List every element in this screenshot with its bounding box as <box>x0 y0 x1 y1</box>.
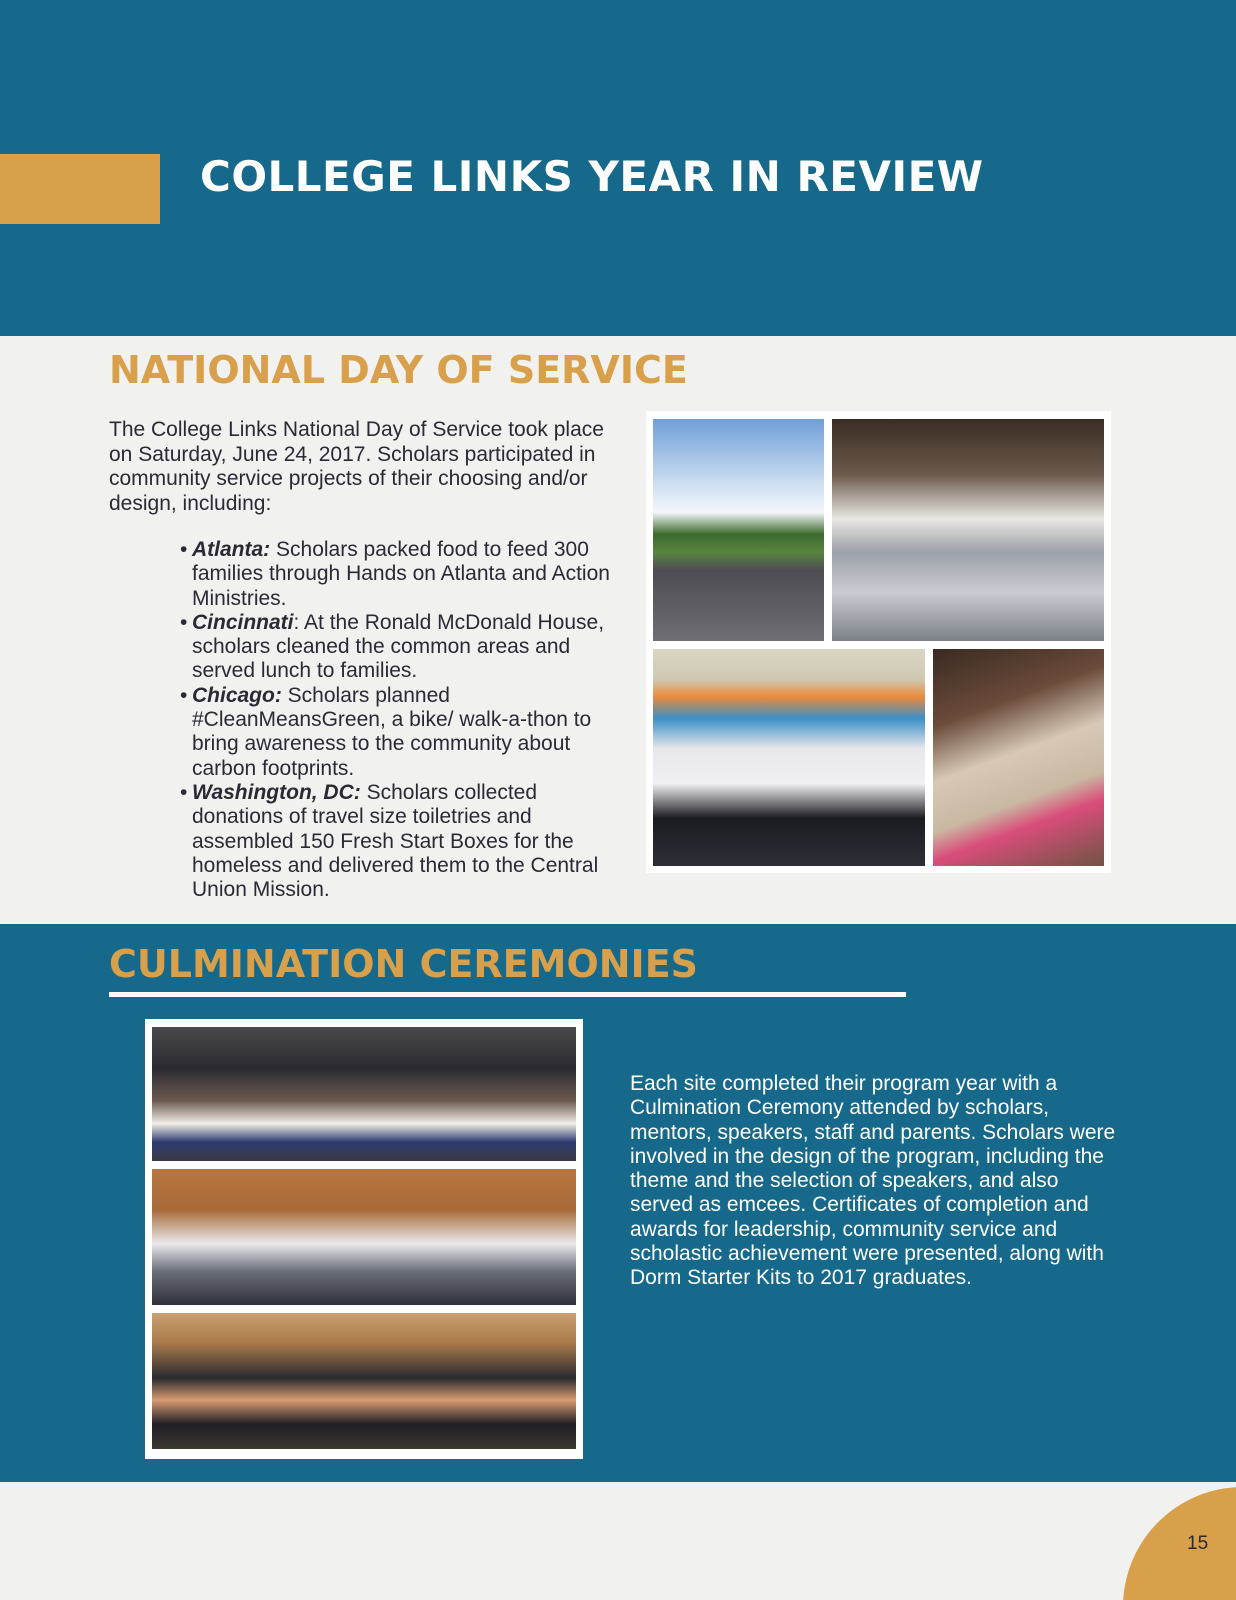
city-name: Atlanta: <box>192 538 271 561</box>
service-photo-collage <box>646 411 1111 873</box>
ceremony-photo <box>152 1313 576 1449</box>
project-description: Scholars collected donations of travel size toiletries and assembled 150 Fresh Start Boxes for the homeless and delivered them to the Central Union Mission. <box>192 780 599 902</box>
project-description: Scholars planned #CleanMeansGreen, a bike/ walk-a-thon to bring awareness to the community about carbon footprints. <box>192 683 592 780</box>
header-accent-bar <box>0 154 160 224</box>
culmination-ceremonies-heading: CULMINATION CEREMONIES <box>109 942 699 986</box>
list-item <box>180 781 620 902</box>
list-item <box>180 538 620 611</box>
city-name: Chicago: <box>192 683 282 707</box>
national-day-of-service-intro: The College Links National Day of Service took place on Saturday, June 24, 2017. Scholars participated in community service projects of their choosing and/or design, including: <box>109 418 604 515</box>
national-day-of-service-heading: NATIONAL DAY OF SERVICE <box>109 348 688 392</box>
city-name: Washington, DC: <box>192 780 361 804</box>
ceremony-photo-collage <box>145 1019 583 1459</box>
city-name: Cincinnati <box>192 610 294 634</box>
page-footer <box>0 1482 1236 1600</box>
culmination-ceremonies-body: Each site completed their program year with a Culmination Ceremony attended by scholars, mentors, speakers, staff and parents. Scholars were involved in the design of the program, including the theme and the selection of speakers, and also served as emcees. Certificates of completion and awards for leadership, community service and scholastic achievement were presented, along with Dorm Starter Kits to 2017 graduates. <box>630 1072 1116 1290</box>
list-item <box>180 684 620 781</box>
project-description: Scholars packed food to feed 300 families through Hands on Atlanta and Action Ministries. <box>192 538 610 610</box>
ceremony-photo <box>152 1169 576 1305</box>
service-projects-list <box>180 538 620 902</box>
project-description: : At the Ronald McDonald House, scholars cleaned the common areas and served lunch to families. <box>192 610 605 683</box>
page-title: COLLEGE LINKS YEAR IN REVIEW <box>200 152 984 201</box>
service-photo <box>832 419 1104 641</box>
list-item <box>180 611 620 684</box>
page-number: 15 <box>1187 1533 1209 1554</box>
service-photo <box>653 649 925 866</box>
heading-divider <box>109 992 906 997</box>
ceremony-photo <box>152 1027 576 1161</box>
service-photo <box>933 649 1104 866</box>
service-photo <box>653 419 824 641</box>
